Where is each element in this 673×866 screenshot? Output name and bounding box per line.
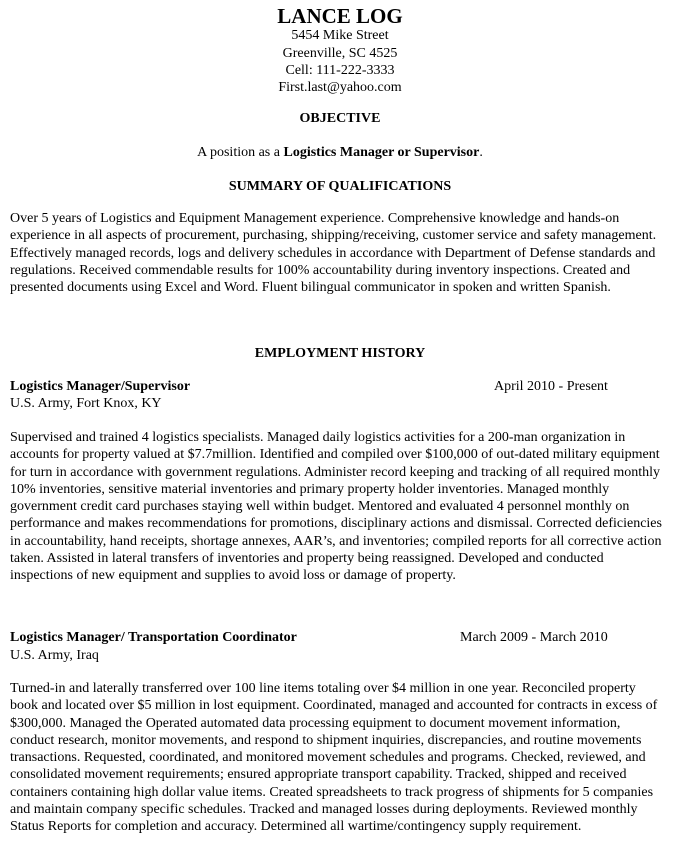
job-2-dates: March 2009 - March 2010 [460, 630, 608, 645]
job-2-description: Turned-in and laterally transferred over 100 line items totaling over $4 million in one year. Reconciled property book and located over $5 million in lost equipment. Coordinated, managed and accounted for contracts in excess of $300,000. Managed the Operated automated data processing equipment to document movement information, conduct research, monitor movements, and respond to shipment inquiries, discrepancies, and routine movements transactions. Requested, coordinated, and monitored movement schedules and programs. Checked, reviewed, and consolidated movement requirements; ensured appropriate transport capability. Tracked, shipped and received containers containing high dollar value items. Created spreadsheets to track progress of shipments for 5 companies and maintain company specific schedules. Tracked and managed losses during deployments. Reviewed monthly Status Reports for completion and accuracy. Determined all wartime/contingency supply requirement. [10, 681, 658, 835]
candidate-name: LANCE LOG [277, 4, 403, 28]
objective-role: Logistics Manager or Supervisor [283, 145, 480, 160]
job-1-title: Logistics Manager/Supervisor [10, 379, 191, 394]
job-1-place: U.S. Army, Fort Knox, KY [10, 396, 162, 411]
street-address: 5454 Mike Street [291, 28, 389, 43]
summary-heading: SUMMARY OF QUALIFICATIONS [228, 179, 452, 194]
objective-prefix: A position as a [197, 145, 284, 160]
job-1-description: Supervised and trained 4 logistics specialists. Managed daily logistics activities for a 200-man organization in accounts for property valued at $7.7million. Identified and compiled over $100,000 of out-dated military equipment for turn in accordance with government regulations. Administer record keeping and tracking of all required monthly 10% inventories, sensitive material inventories and primary property holder inventories. Managed monthly government credit card purchases staying well within budget. Mentored and evaluated 4 personnel monthly on performance and makes recommendations for promotions, disciplinary actions and dismissal. Corrected deficiencies in accountability, hand receipts, shortage annexes, AAR’s, and inventories; compiled reports for all corrective action taken. Assisted in lateral transfers of inventories and property being reassigned. Developed and conducted inspections of new equipment and supplies to avoid loss or damage of property. [10, 430, 662, 584]
employment-heading: EMPLOYMENT HISTORY [254, 346, 426, 361]
email-address: First.last@yahoo.com [278, 80, 402, 95]
job-2-place: U.S. Army, Iraq [10, 648, 99, 663]
objective-suffix: . [479, 145, 483, 160]
job-2-title: Logistics Manager/ Transportation Coordinator [10, 630, 297, 645]
summary-paragraph: Over 5 years of Logistics and Equipment Management experience. Comprehensive knowledge and hands-on experience in all aspects of procurement, purchasing, shipping/receiving, customer service and safety management. Effectively managed records, logs and delivery schedules in accordance with Department of Defense standards and regulations. Received commendable results for 100% accountability during inventory inspections. Created and presented documents using Excel and Word. Fluent bilingual communicator in spoken and written Spanish. [10, 211, 657, 296]
objective-heading: OBJECTIVE [299, 111, 381, 126]
city-state-zip: Greenville, SC 4525 [282, 46, 398, 61]
job-1-dates: April 2010 - Present [494, 379, 608, 394]
phone-number: Cell: 111-222-3333 [285, 63, 395, 78]
objective-text [0, 144, 673, 162]
